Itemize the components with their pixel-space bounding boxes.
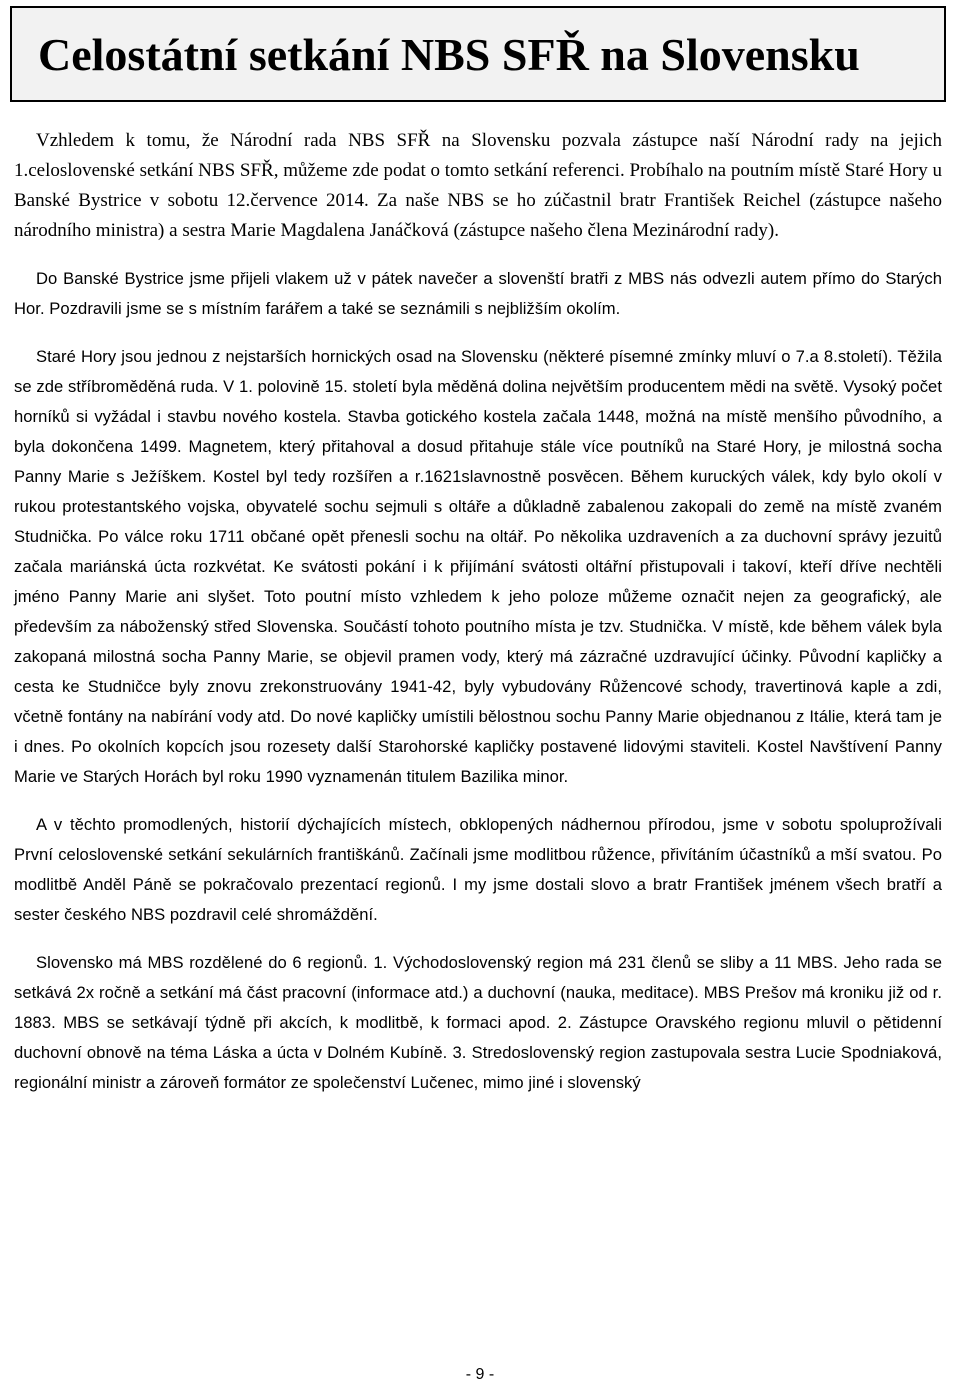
article-body [14,126,942,1098]
paragraph-history: Staré Hory jsou jednou z nejstarších hornických osad na Slovensku (některé písemné zmínky mluví o 7.a 8.století). Těžila se zde stříbroměděná ruda. V 1. polovině 15. století byla měděná dolina největším producentem mědi na světě. Vysoký počet horníků si vyžádal i stavbu nového kostela. Stavba gotického kostela začala 1448, možná na místě menšího původního, a byla dokončena 1499. Magnetem, který přitahoval a dosud přitahuje stále více poutníků na Staré Hory, je milostná socha Panny Marie s Ježíškem. Kostel byl tedy rozšířen a r.1621slavnostně posvěcen. Během kuruckých válek, kdy bylo okolí v rukou protestantského vojska, obyvatelé sochu sejmuli s oltáře a důkladně zabalenou zakopali do země na místě zvaném Studnička. Po válce roku 1711 občané opět přenesli sochu na oltář. Po několika uzdraveních a za duchovní správy jezuitů začala mariánská úcta rozkvétat. Ke svátosti pokání i k přijímání svátosti oltářní přistupovali i takoví, kteří dříve nechtěli jméno Panny Marie ani slyšet. Toto poutní místo vzhledem k jeho poloze můžeme označit nejen za geografický, ale především za náboženský střed Slovenska. Součástí tohoto poutního místa je tzv. Studnička. V místě, kde během válek byla zakopaná milostná socha Panny Marie, se objevil pramen vody, který má zázračné uzdravující účinky. Původní kapličky a cesta ke Studničce byly znovu zrekonstruovány 1941-42, byly vybudovány Růžencové schody, travertinová kaple a zdi, včetně fontány na nabírání vody atd. Do nové kapličky umístili bělostnou sochu Panny Marie objednanou z Itálie, která tam je i dnes. Po okolních kopcích jsou rozesety další Starohorské kapličky postavené lidovými staviteli. Kostel Navštívení Panny Marie ve Starých Horách byl roku 1990 vyznamenán titulem Bazilika minor. [14,347,942,786]
paragraph-meeting: A v těchto promodlených, historií dýchajících místech, obklopených nádhernou přírodou, jsme v sobotu spoluprožívali První celoslovenské setkání sekulárních františkánů. Začínali jsme modlitbou růžence, přivítáním účastníků a mší svatou. Po modlitbě Anděl Páně se pokračovalo prezentací regionů. I my jsme dostali slovo a bratr František jménem všech bratří a sester českého NBS pozdravil celé shromáždění. [14,815,942,924]
title-box [10,6,946,102]
page-title: Celostátní setkání NBS SFŘ na Slovensku [38,29,860,80]
paragraph-arrival: Do Banské Bystrice jsme přijeli vlakem už v pátek navečer a slovenští bratři z MBS nás odvezli autem přímo do Starých Hor. Pozdravili jsme se s místním farářem a také se seznámili s nejbližším okolím. [14,269,942,318]
page-number: - 9 - [465,1366,495,1383]
paragraph-regions: Slovensko má MBS rozdělené do 6 regionů. 1. Východoslovenský region má 231 členů se sliby a 11 MBS. Jeho rada se setkává 2x ročně a setkání má část pracovní (informace atd.) a duchovní (nauka, meditace). MBS Prešov má kroniku již od r. 1883. MBS se setkávají týdně při akcích, k modlitbě, k formaci apod. 2. Zástupce Oravského regionu mluvil o pětidenní duchovní obnově na téma Láska a úcta v Dolném Kubíně. 3. Stredoslovenský region zastupovala sestra Lucie Spodniaková, regionální ministr a zároveň formátor ze společenství Lučenec, mimo jiné i slovenský [14,953,942,1092]
paragraph-intro: Vzhledem k tomu, že Národní rada NBS SFŘ na Slovensku pozvala zástupce naší Národní rady na jejich 1.celoslovenské setkání NBS SFŘ, můžeme zde podat o tomto setkání referenci. Probíhalo na poutním místě Staré Hory u Banské Bystrice v sobotu 12.července 2014. Za naše NBS se ho zúčastnil bratr František Reichel (zástupce našeho národního ministra) a sestra Marie Magdalena Janáčková (zástupce našeho člena Mezinárodní rady). [14,130,942,241]
